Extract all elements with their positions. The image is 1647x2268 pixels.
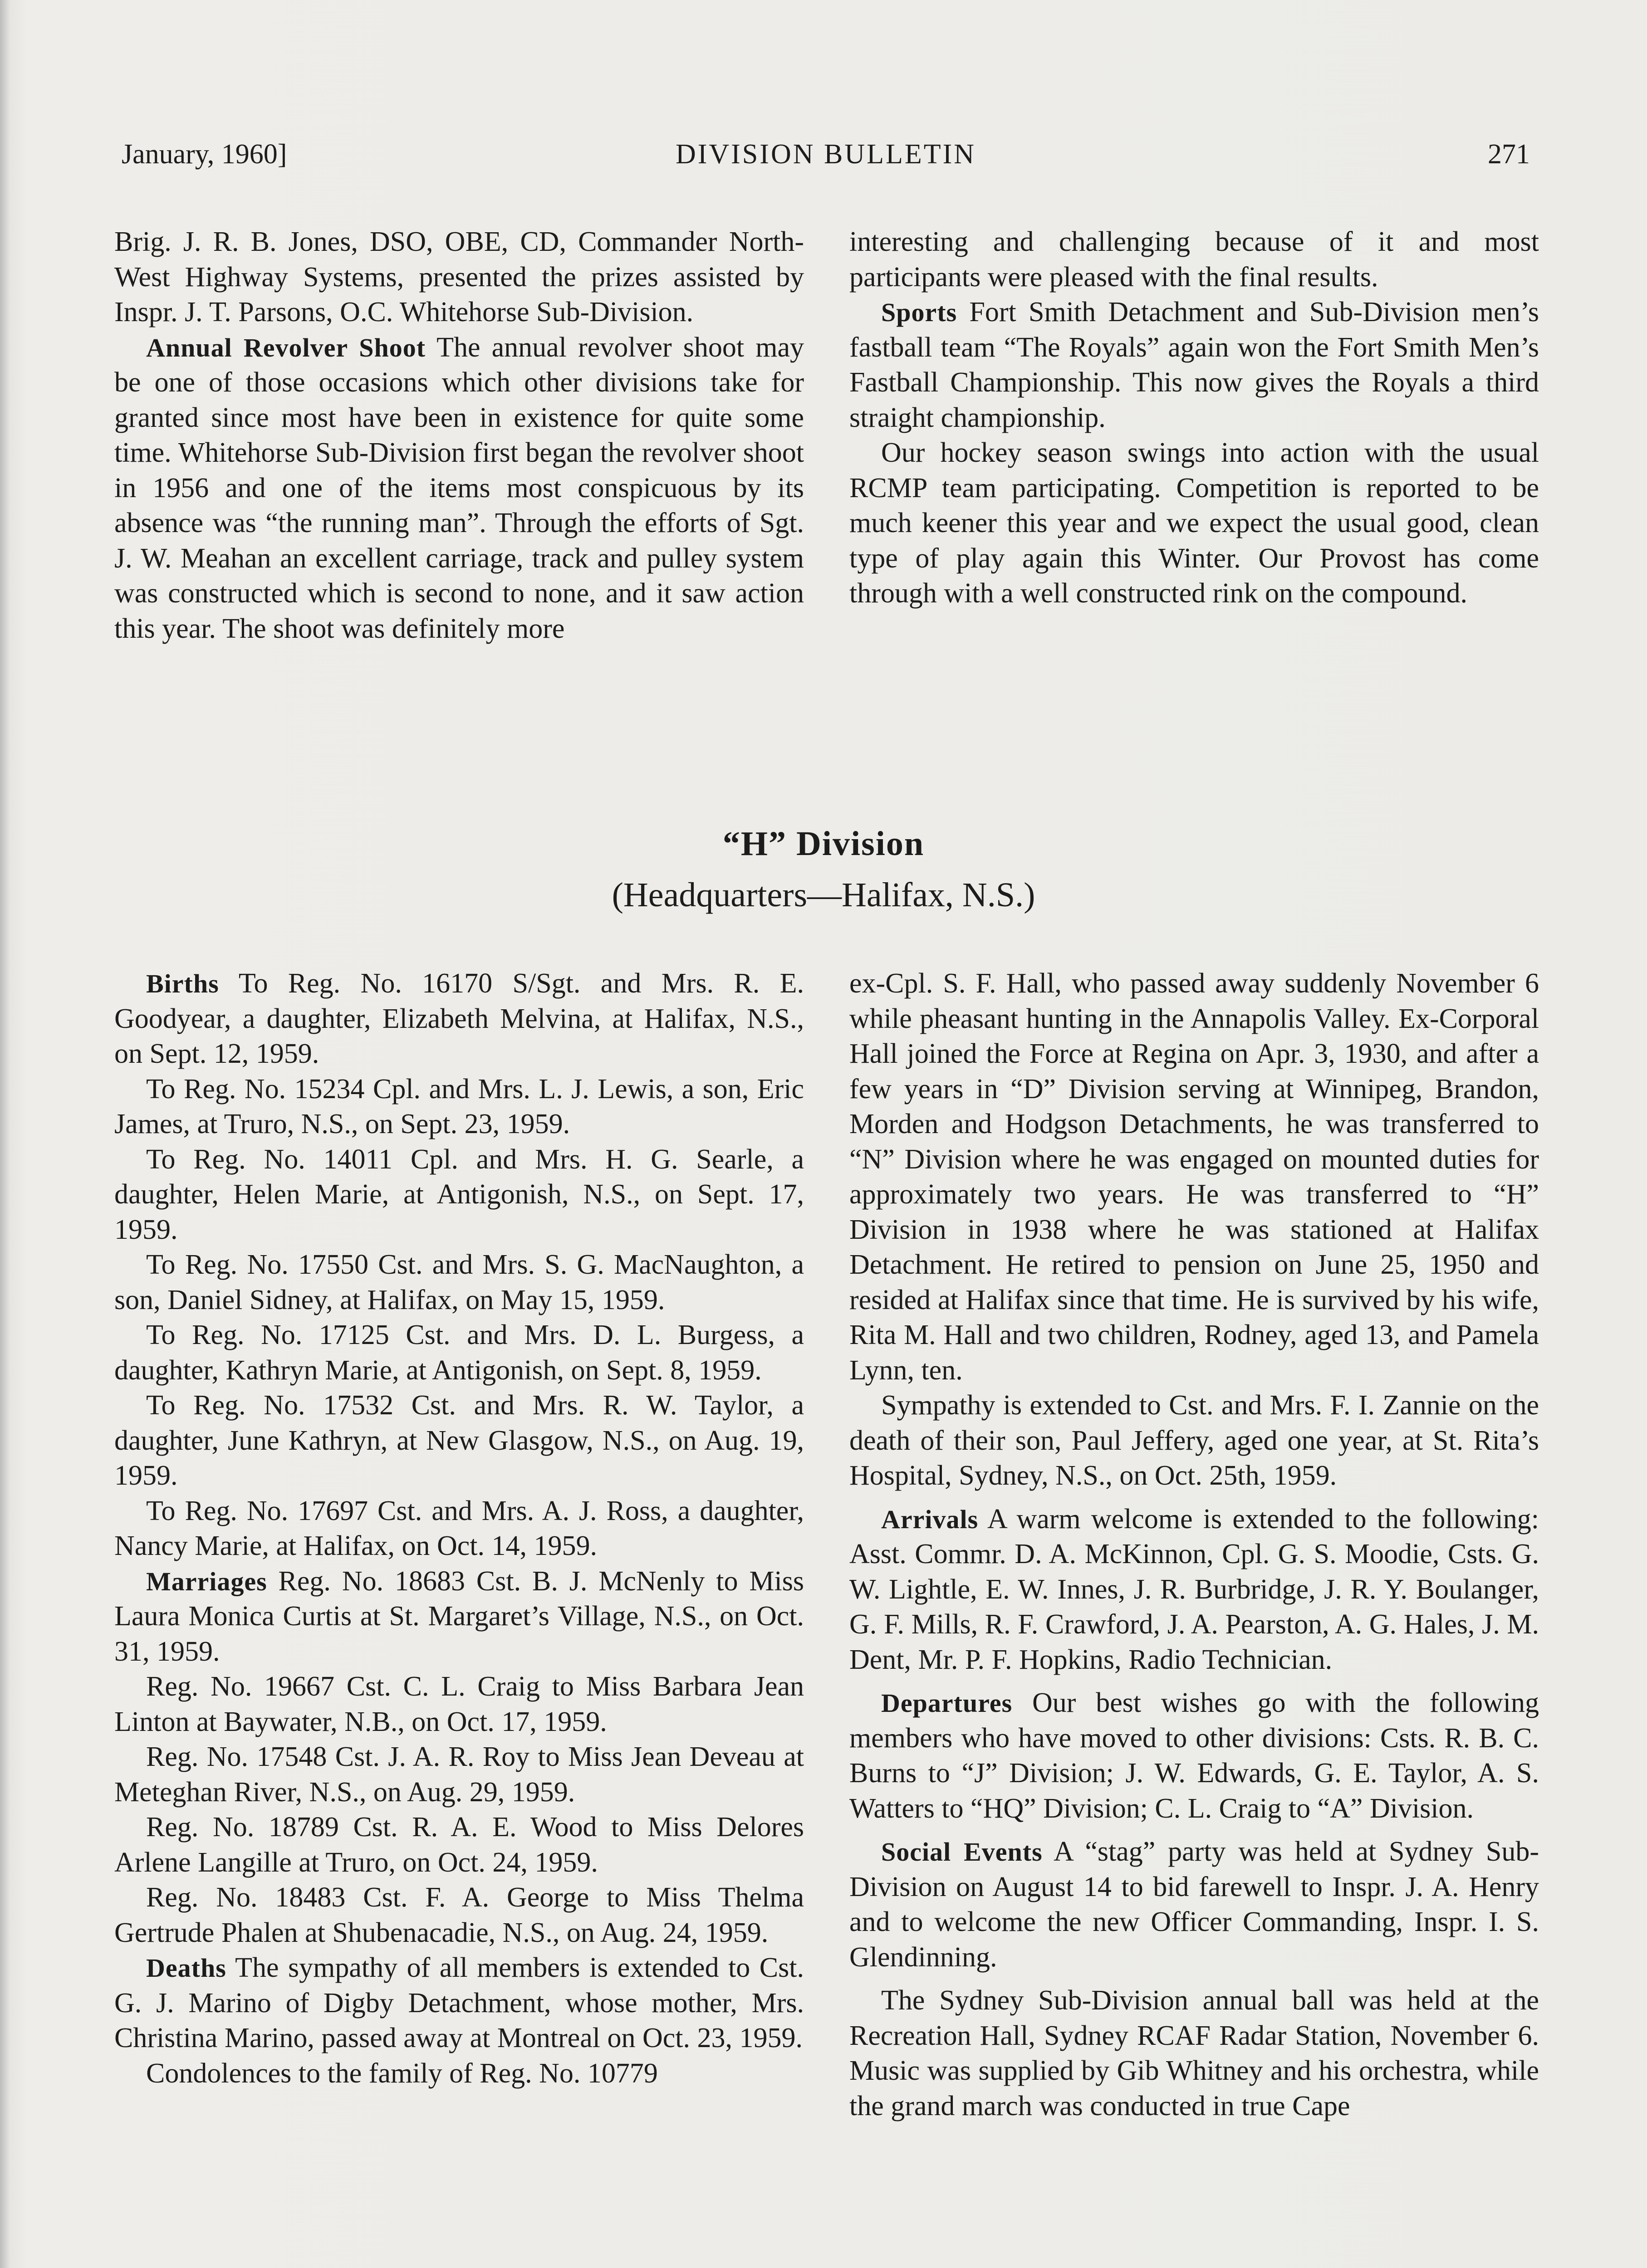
- paragraph-text: Reg. No. 19667 Cst. C. L. Craig to Miss Barbara Jean Linton at Baywater, N.B., on Oct. 17, 1959.: [114, 1671, 804, 1737]
- top-columns: [114, 225, 1539, 646]
- paragraph: [114, 1318, 804, 1388]
- paragraph-text: To Reg. No. 16170 S/Sgt. and Mrs. R. E. Goodyear, a daughter, Elizabeth Melvina, at Halifax, N.S., on Sept. 12, 1959.: [114, 968, 804, 1069]
- paragraph: [849, 1983, 1539, 2124]
- paragraph: [114, 1564, 804, 1670]
- section-heading: [0, 821, 1647, 920]
- paragraph: [849, 435, 1539, 611]
- paragraph: [114, 1072, 804, 1142]
- run-in-heading: Births: [146, 969, 219, 998]
- paragraph-text: A warm welcome is extended to the following: Asst. Commr. D. A. McKinnon, Cpl. G. S. Moodie, Csts. G. W. Lightle, E. W. Innes, J. R. Burbridge, J. R. Y. Boulanger, G. F. Mills, R. F. Crawford, J. A. Pearston, A. G. Hales, J. M. Dent, Mr. P. F. Hopkins, Radio Technician.: [849, 1503, 1539, 1675]
- paragraph: [114, 225, 804, 330]
- paragraph: [849, 1388, 1539, 1494]
- paragraph-text: Reg. No. 17548 Cst. J. A. R. Roy to Miss Jean Deveau at Meteghan River, N.S., on Aug. 29, 1959.: [114, 1741, 804, 1808]
- paragraph-text: To Reg. No. 17550 Cst. and Mrs. S. G. MacNaughton, a son, Daniel Sidney, at Halifax, on May 15, 1959.: [114, 1249, 804, 1315]
- run-in-heading: Deaths: [146, 1953, 226, 1983]
- paragraph: [114, 966, 804, 1072]
- paragraph-text: The sympathy of all members is extended to Cst. G. J. Marino of Digby Detachment, whose mother, Mrs. Christina Marino, passed away at Montreal on Oct. 23, 1959.: [114, 1952, 804, 2053]
- paragraph: [849, 1686, 1539, 1826]
- column-bottom-left: [114, 966, 804, 2124]
- paragraph: [114, 1950, 804, 2056]
- run-in-heading: Sports: [881, 298, 957, 327]
- paragraph-text: Reg. No. 18483 Cst. F. A. George to Miss Thelma Gertrude Phalen at Shubenacadie, N.S., on Aug. 24, 1959.: [114, 1882, 804, 1948]
- paragraph-text: To Reg. No. 15234 Cpl. and Mrs. L. J. Lewis, a son, Eric James, at Truro, N.S., on Sept. 23, 1959.: [114, 1073, 804, 1139]
- paragraph: [114, 2056, 804, 2092]
- paragraph-text: The annual revolver shoot may be one of those occasions which other divisions take for granted since most have been in existence for quite some time. Whitehorse Sub-Division first began the revolver shoot in 1956 and one of the items most conspicuous by its absence was “the running man”. Through the efforts of Sgt. J. W. Meahan an excellent carriage, track and pulley system was constructed which is second to none, and it saw action this year. The shoot was definitely more: [114, 332, 804, 644]
- paragraph-text: Our best wishes go with the following members who have moved to other divisions: Csts. R. B. C. Burns to “J” Division; J. W. Edwards, G. E. Taylor, A. S. Watters to “HQ” Division; C. L. Craig to “A” Division.: [849, 1687, 1539, 1824]
- paragraph-text: interesting and challenging because of it and most participants were pleased with the final results.: [849, 226, 1539, 293]
- paragraph: [114, 1810, 804, 1880]
- paragraph: [114, 330, 804, 647]
- paragraph-text: The Sydney Sub-Division annual ball was held at the Recreation Hall, Sydney RCAF Radar Station, November 6. Music was supplied by Gib Whitney and his orchestra, while the grand march was conducted in true Cape: [849, 1985, 1539, 2121]
- run-in-heading: Social Events: [881, 1837, 1043, 1867]
- paragraph: [849, 1834, 1539, 1975]
- paragraph-text: Fort Smith Detachment and Sub-Division men’s fastball team “The Royals” again won the Fort Smith Men’s Fastball Championship. This now gives the Royals a third straight championship.: [849, 297, 1539, 433]
- paragraph-text: ex-Cpl. S. F. Hall, who passed away suddenly November 6 while pheasant hunting in the Annapolis Valley. Ex-Corporal Hall joined the Force at Regina on Apr. 3, 1930, and after a few years in “D” Division serving at Winnipeg, Brandon, Morden and Hodgson Detachments, he was transferred to “N” Division where he was engaged on mounted duties for approximately two years. He was transferred to “H” Division in 1938 where he was stationed at Halifax Detachment. He retired to pension on June 25, 1950 and resided at Halifax since that time. He is survived by his wife, Rita M. Hall and two children, Rodney, aged 13, and Pamela Lynn, ten.: [849, 968, 1539, 1386]
- paragraph: [114, 1494, 804, 1564]
- run-in-heading: Annual Revolver Shoot: [146, 332, 426, 362]
- paragraph-text: To Reg. No. 17125 Cst. and Mrs. D. L. Burgess, a daughter, Kathryn Marie, at Antigonish, on Sept. 8, 1959.: [114, 1320, 804, 1386]
- paragraph-text: A “stag” party was held at Sydney Sub-Division on August 14 to bid farewell to Inspr. J. A. Henry and to welcome the new Officer Commanding, Inspr. I. S. Glendinning.: [849, 1836, 1539, 1973]
- paragraph-text: Reg. No. 18789 Cst. R. A. E. Wood to Miss Delores Arlene Langille at Truro, on Oct. 24, 1959.: [114, 1812, 804, 1878]
- paragraph: [114, 1669, 804, 1740]
- run-in-heading: Marriages: [146, 1566, 267, 1596]
- paragraph-text: Sympathy is extended to Cst. and Mrs. F. I. Zannie on the death of their son, Paul Jeffery, aged one year, at St. Rita’s Hospital, Sydney, N.S., on Oct. 25th, 1959.: [849, 1390, 1539, 1491]
- division-subtitle: (Headquarters—Halifax, N.S.): [612, 876, 1035, 914]
- column-top-right: [849, 225, 1539, 646]
- paragraph: [849, 225, 1539, 295]
- bottom-columns: [114, 966, 1539, 2124]
- issue-date: January, 1960]: [122, 139, 287, 170]
- paragraph: [849, 1502, 1539, 1678]
- paragraph-text: To Reg. No. 17532 Cst. and Mrs. R. W. Taylor, a daughter, June Kathryn, at New Glasgow, N.S., on Aug. 19, 1959.: [114, 1390, 804, 1491]
- division-title: “H” Division: [722, 825, 925, 863]
- paragraph: [849, 966, 1539, 1388]
- page-number: 271: [1488, 139, 1530, 170]
- paragraph-text: Brig. J. R. B. Jones, DSO, OBE, CD, Commander North-West Highway Systems, presented the prizes assisted by Inspr. J. T. Parsons, O.C. Whitehorse Sub-Division.: [114, 226, 804, 327]
- paragraph: [114, 1142, 804, 1248]
- paragraph-text: Reg. No. 18683 Cst. B. J. McNenly to Miss Laura Monica Curtis at St. Margaret’s Village, N.S., on Oct. 31, 1959.: [114, 1565, 804, 1667]
- paragraph: [114, 1880, 804, 1950]
- paragraph-text: To Reg. No. 17697 Cst. and Mrs. A. J. Ross, a daughter, Nancy Marie, at Halifax, on Oct. 14, 1959.: [114, 1495, 804, 1561]
- paragraph: [114, 1388, 804, 1494]
- run-in-heading: Departures: [881, 1688, 1013, 1718]
- column-bottom-right: [849, 966, 1539, 2124]
- publication-title: DIVISION BULLETIN: [675, 139, 976, 170]
- running-head: [122, 138, 1530, 179]
- paragraph-text: Condolences to the family of Reg. No. 10779: [146, 2058, 658, 2089]
- paragraph: [114, 1740, 804, 1810]
- paragraph-text: Our hockey season swings into action with the usual RCMP team participating. Competition is reported to be much keener this year and we expect the usual good, clean type of play again this Winter. Our Provost has come through with a well constructed rink on the compound.: [849, 437, 1539, 609]
- paragraph: [114, 1247, 804, 1318]
- run-in-heading: Arrivals: [881, 1504, 979, 1534]
- paragraph: [849, 295, 1539, 435]
- paragraph-text: To Reg. No. 14011 Cpl. and Mrs. H. G. Searle, a daughter, Helen Marie, at Antigonish, N.S., on Sept. 17, 1959.: [114, 1144, 804, 1245]
- column-top-left: [114, 225, 804, 646]
